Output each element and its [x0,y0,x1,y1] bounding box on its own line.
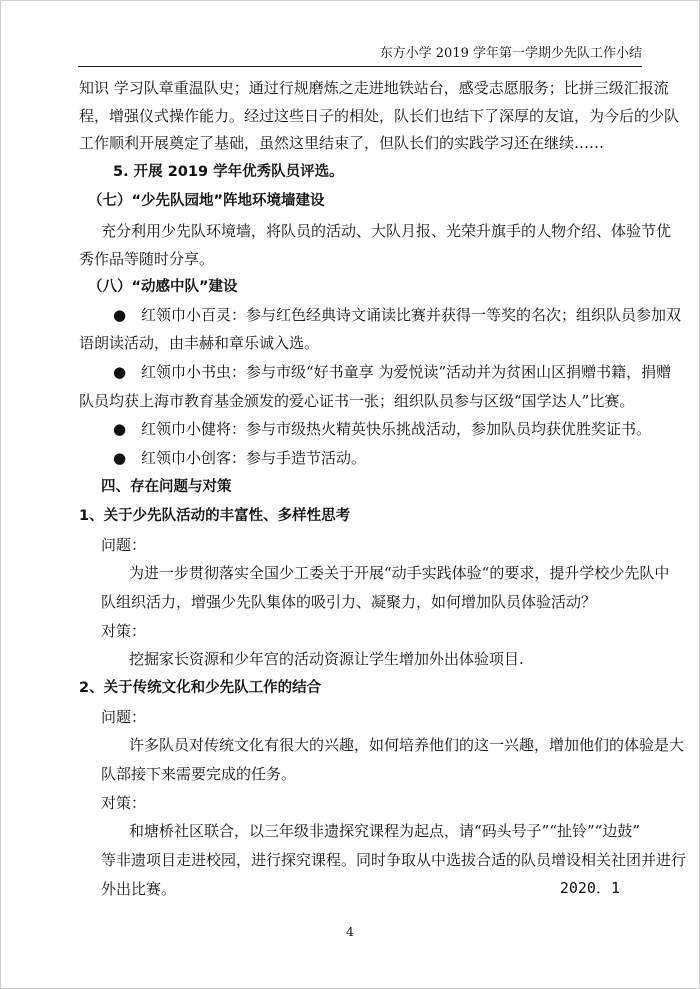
q1-problem-line-1: 为进一步贯彻落实全国少工委关于开展“动手实践体验“的要求，提升学校少先队中 [129,564,670,582]
question-1-heading: 1、关于少先队活动的丰富性、多样性思考 [79,508,351,524]
question-2-heading: 2、关于传统文化和少先队工作的结合 [79,680,322,696]
page-number: 4 [346,925,354,939]
bullet-icon: ● [113,306,127,324]
bullet-icon: ● [113,420,127,438]
q2-solution-line-3: 外出比赛。 [101,880,177,898]
bullet-2-line-1: 红领巾小书虫：参与市级“好书童享 为爱悦读”活动并为贫困山区捐赠书籍，捐赠 [141,363,672,381]
continuation-line-2: 程，增强仪式操作能力。经过这些日子的相处，队长们也结下了深厚的友谊，为今后的少队 [79,107,680,125]
q2-problem-line-2: 队部接下来需要完成的任务。 [101,765,297,783]
q1-problem-label: 问题： [101,536,147,554]
section-8-heading: （八）“动感中队”建设 [88,279,238,295]
bullet-4: 红领巾小创客：参与手造节活动。 [141,449,367,467]
q1-problem-line-2: 队组织活力，增强少先队集体的吸引力、凝聚力，如何增加队员体验活动？ [101,593,597,611]
q2-solution-line-1: 和塘桥社区联合，以三年级非遗探究课程为起点，请“码头号子”“扯铃”“边鼓” [129,822,641,840]
q2-solution-label: 对策： [101,794,147,812]
bullet-1-line-1: 红领巾小百灵：参与红色经典诗文诵读比赛并获得一等奖的名次；组织队员参加双 [141,306,682,324]
q2-problem-label: 问题： [101,708,147,726]
q2-problem-line-1: 许多队员对传统文化有很大的兴趣，如何培养他们的这一兴趣，增加他们的体验是大 [129,736,685,754]
section-7-line-2: 秀作品等随时分享。 [79,250,215,268]
continuation-line-3: 工作顺利开展奠定了基础，虽然这里结束了，但队长们的实践学习还在继续…… [79,134,605,152]
bullet-icon: ● [113,363,127,381]
document-date: 2020．1 [559,879,620,897]
continuation-line-1: 知识 学习队章重温队史；通过行规磨炼之走进地铁站台，感受志愿服务；比拼三级汇报流 [79,79,669,97]
bullet-icon: ● [113,449,127,467]
q2-solution-line-2: 等非遗项目走进校园，进行探究课程。同时争取从中选拔合适的队员增设相关社团并进行 [101,851,687,869]
section-7-line-1: 充分利用少先队环境墙，将队员的活动、大队月报、光荣升旗手的人物介绍、体验节优 [101,222,672,240]
bullet-1-line-2: 语朗读活动，由丰赫和章乐诚入选。 [79,334,320,352]
section-4-heading: 四、存在问题与对策 [101,479,232,495]
q1-solution-label: 对策： [101,622,147,640]
item-5: 5. 开展 2019 学年优秀队员评选。 [113,164,344,180]
bullet-2-line-2: 队员均获上海市教育基金颁发的爱心证书一张；组织队员参与区级“国学达人”比赛。 [79,392,635,410]
page-header [78,44,642,67]
q1-solution: 挖掘家长资源和少年宫的活动资源让学生增加外出体验项目. [129,650,524,668]
section-7-heading: （七）“少先队园地”阵地环境墙建设 [88,193,325,209]
bullet-3: 红领巾小健将：参与市级热火精英快乐挑战活动，参加队员均获优胜奖证书。 [141,420,652,438]
header-title: 东方小学 2019 学年第一学期少先队工作小结 [379,46,642,61]
